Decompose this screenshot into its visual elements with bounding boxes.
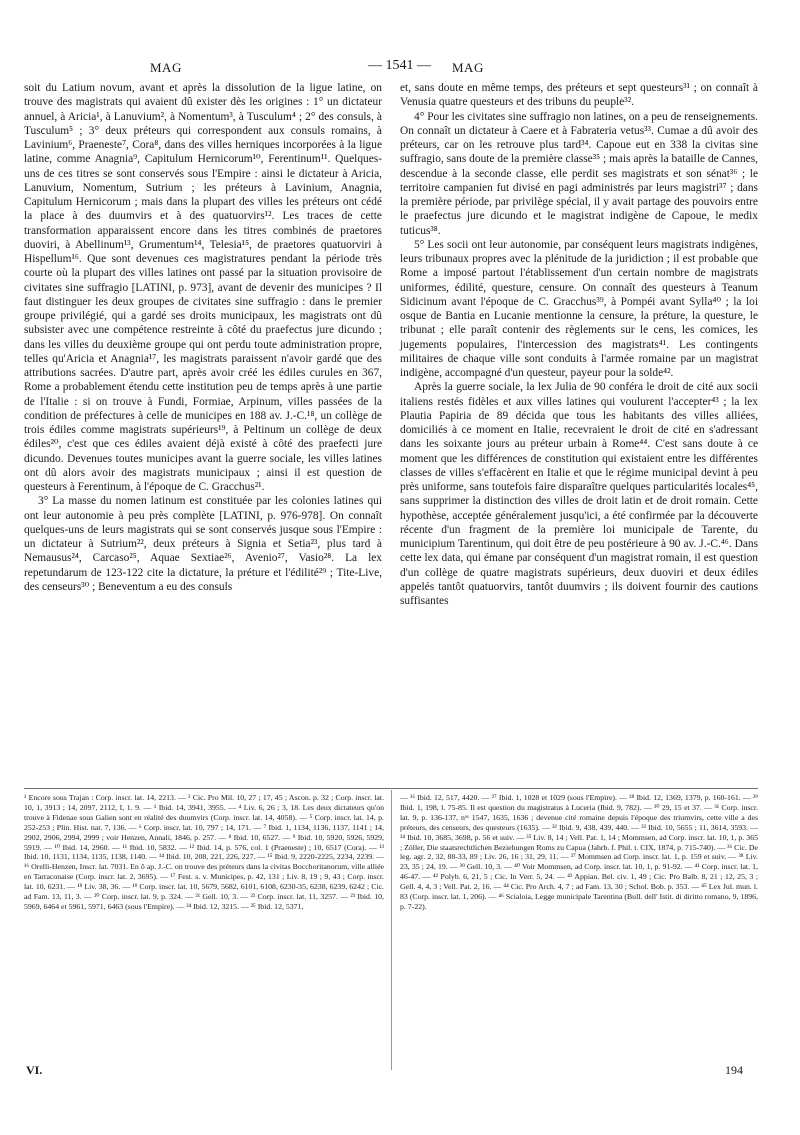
footnote-column-divider (391, 790, 392, 1070)
paragraph: soit du Latium novum, avant et après la dissolution de la ligue latine, on trouve des magistrats qui avaient dû exister dès les origines : 1° un dictateur annuel, à Aricia¹, à Lanuvium², à Nomentum³, à Tusculum⁴ ; 2° des consuls, à Tusculum⁵ ; 3° deux préteurs qui correspondent aux consuls romains, à Lavinium⁶, Praeneste⁷, Cora⁸, dans des villes herniques incorporées à la ligue latine, comme Anagnia⁹, Capitulum Hernicorum¹⁰, Ferentinum¹¹. Quelques-uns de ces titres se sont conservés sous l'Empire : ainsi le dictateur à Aricia, Lanuvium, Nomentum, Sutrium ; les préteurs à Lavinium, Anagnia, Capitulum Hernicorum ; mais dans la plupart des villes les préteurs ont cédé la place à des duumvirs et à des quatuorvirs¹². Les traces de cette transformation apparaissent encore dans les titres combinés de praetores duoviri, à Abellinum¹³, Grumentum¹⁴, Telesia¹⁵, de praetores quatuorviri à Hispellum¹⁶. Que sont devenues ces magistratures pendant la période très courte où la plupart des villes latines ont passé par la situation provisoire de civitates sine suffragio [LATINI, p. 973], avant de devenir des municipes ? Il faut distinguer les deux groupes de civitates sine suffragio : dans le premier groupe privilégié, qui a gardé ses droits municipaux, les magistrats ont dû subsister avec une compétence restreinte à côté du praefectus jure dicundo ; dans les villes du deuxième groupe qui ont perdu toute administration propre, telles qu'Aricia et Anagnia¹⁷, les magistrats paraissent n'avoir gardé que des attributions sacrées. D'autre part, après avoir créé les édiles curules en 367, Rome a probablement étendu cette institution peu de temps après à une partie de l'Italie : si on trouve à Fundi, Formiae, Arpinum, villes passées de la condition de préfectures à celle de municipes en 188 av. J.-C.¹⁸, un collège de trois édiles comme magistrats supérieurs¹⁹, à Peltinum un collège de deux édiles²⁰, c'est que ces édiles avaient déjà existé à côté des praefecti jure dicundo. Devenues toutes municipes avant la guerre sociale, les villes latines ont dû alors avoir des magistrats municipaux ; ainsi il est question de questeurs à Ferentinum, à l'époque de C. Gracchus²¹. (24, 82, 382, 493)
signature-number: 194 (725, 1063, 743, 1077)
header-left: MAG (150, 60, 182, 75)
paragraph: Après la guerre sociale, la lex Julia de 90 conféra le droit de cité aux socii italiens restés fidèles et aux villes latines qui voulurent l'accepter⁴³ ; la lex Plautia Papiria de 89 décida que tous les habitants des villes alliées, domiciliés à ce moment en Italie, recevraient le droit de cité en s'adressant dans les soixante jours au préteur urbain à Rome⁴⁴. C'est sans doute à ce moment que les différences de constitution qui existaient entre les différentes classes de villes s'effacèrent en Italie et que le régime municipal devint à peu près uniforme, sans toutefois faire disparaître quelques particularités locales⁴⁵, sans supprimer la distinction des villes de droit latin et de droit romain. Cette hypothèse, acceptée généralement jusqu'ici, a été confirmée par la découverte récente d'un fragment de la première loi municipale de Tarente, du municipium Tarentinum, qui doit être de peu postérieure à 90 av. J.-C.⁴⁶. Dans cette lex data, qui émane par conséquent d'un magistrat romain, il est question d'un collège de quatre magistrats supérieurs, deux duoviri et deux édiles appelés tantôt quatuorvirs, tantôt duumvirs ; ils doivent fournir des cautions suffisantes (400, 381, 758, 607)
footnotes-left: ¹ Encore sous Trajan : Corp. inscr. lat. 14, 2213. — ² Cic. Pro Mil. 10, 27 ; 17, 45 ; Ascon. p. 32 ; Corp. inscr. lat. 10, 1, 3913 ; 14, 2097, 2112, I, 1. 9. — ³ Ibid. 14, 3941, 3955. — ⁴ Liv. 6, 26 ; 3, 18. Les deux dictateurs qu'on trouve à Fidenae sous Galien sont en réalité des duumvirs (Corp. inscr. lat. 14, 4058). — ⁵ Corp. inscr. lat. 14, p. 252-253 ; Plin. Hist. nat. 7, 136. — ⁶ Corp. inscr. lat. 10, 797 ; 14, 171. — ⁷ Ibid. 1, 1134, 1136, 1137, 1141 ; 14, 2902, 2906, 2994, 2999 ; voir Henzen, Annali, 1846, p. 257. — ⁸ Ibid. 10, 6527. — ⁹ Ibid. 10, 5920, 5926, 5929, 5919. — ¹⁰ Ibid. 14, 2960. — ¹¹ Ibid. 10, 5832. — ¹² Ibid. 14, p. 576, col. 1 (Praeneste) ; 10, 6517 (Cora). — ¹³ Ibid. 10, 1131, 1134, 1135, 1138, 1140. — ¹⁴ Ibid. 10, 208, 221, 226, 227. — ¹⁵ Ibid. 9, 2220-2225, 2234, 2239. — ¹⁶ Orelli-Henzen, Inscr. lat. 7031. En ô ap. J.-C. on trouve des préteurs dans la civitas Bocchoritanorum, ville alliée en Tarraconaise (Corp. inscr. lat. 2, 3695). — ¹⁷ Fest. s. v. Municipes, p. 42, 131 ; Liv. 8, 19 ; 9, 43 ; Corp. inscr. lat. 10, 6231. — ¹⁸ Liv. 38, 36. — ¹⁹ Corp. inscr. lat. 10, 5679, 5682, 6101, 6108, 6230-35, 6238, 6239, 6242 ; Cic. ad Fam. 13, 11, 3. — ²⁰ Corp. inscr. lat. 9, p. 324. — ²¹ Gell. 10, 3. — ²² Corp. inscr. lat. 11, 3257. — ²³ Ibid. 10, 5969, 6464 et 5961, 5971, 6463 (sous l'Empire). — ²⁴ Ibid. 12, 3215. — ²⁵ Ibid. 12, 5371, (24, 793, 384, 911)
header-right: MAG (452, 60, 484, 75)
paragraph: et, sans doute en même temps, des préteurs et sept questeurs³¹ ; on connaît à Venusia quatre questeurs et des tribuns du peuple³². (400, 82, 758, 109)
left-column (24, 81, 382, 594)
right-column (400, 81, 758, 608)
volume-number: VI. (26, 1063, 43, 1077)
paragraph: 5° Les socii ont leur autonomie, par conséquent leurs magistrats indigènes, leurs tribunaux propres avec la plénitude de la juridiction ; il est probable que Rome a imposé partout l'établissement d'un certain nombre de magistrats uniformes, édilité, questure, censure. On connaît des questeurs à Teanum Sidicinum avant l'époque de C. Gracchus³⁹, à Pompéi avant Sylla⁴⁰ ; la loi osque de Bantia en Lucanie mentionne la censure, la préture, la questure, le tribunat ; elle paraît contenir des règlements sur le cens, les comices, les jugements populaires, l'intercession des magistrats⁴¹. Les contingents militaires de chaque ville sont conduits à l'armée romaine par un magistrat indigène, accompagné d'un questeur, payeur pour la solde⁴². (400, 238, 758, 379)
footnote-divider (24, 788, 758, 789)
page-number-header: — 1541 — (368, 58, 431, 73)
footnotes-right: — ²⁶ Ibid. 12, 517, 4420. — ²⁷ Ibid. 1, 1028 et 1029 (sous l'Empire). — ²⁸ Ibid. 12, 1369, 1379, p. 160-161. — ²⁹ Ibid. 1, 198, l. 75-85. Il est question du magistratus à Luceria (Ibid. 9, 782). — ³⁰ 29, 15 et 37. — ³¹ Corp. inscr. lat. 9, p. 136-137, nᵒˢ 1547, 1635, 1636 ; devenue cité romaine depuis l'époque des triumvirs, cette ville a des préteurs, des censeurs, des questeurs (1635). — ³² Ibid. 9, 438, 439, 440. — ³³ Ibid. 10, 5655 ; 11, 3614, 3593. — ³⁴ Ibid. 10, 3685, 3698, p. 56 et suiv. — ³⁵ Liv. 8, 14 ; Vell. Pat. 1, 14 ; Mommsen, ad Corp. inscr. lat. 10, 1, p. 365 ; Zöller, Die staatsrechtlichen Beziehungen Roms zu Capua (Jahrb. f. Phil. t. CIX, 1874, p. 715-740). — ³⁶ Cic. De leg. agr. 2, 32, 88-33, 89 ; Liv. 26, 16 ; 31, 29, 11. — ³⁷ Mommsen ad Corp. inscr. lat. 1, p. 159 et suiv. — ³⁸ Liv. 23, 35 ; 24, 19. — ³⁹ Gell. 10, 3. — ⁴⁰ Voir Mommsen, ad Corp. inscr. lat. 10, 1, p. 91-92. — ⁴¹ Corp. inscr. lat. 1, 46-47. — ⁴² Polyb. 6, 21, 5 ; Cic. In Verr. 5, 24. — ⁴³ Appian. Bel. civ. 1, 49 ; Cic. Pro Balb. 8, 21 ; 12, 25, 3 ; Gell. 4, 4, 3 ; Vell. Pat. 2, 16. — ⁴⁴ Cic. Pro Arch. 4, 7 ; ad Fam. 13, 30 ; Schol. Bob. p. 353. — ⁴⁵ Lex Jul. mun. l. 83 (Corp. inscr. lat. 1, 206). — ⁴⁶ Scialoia, Legge municipale Tarentina (Bull. dell' Istit. di diritto romano, 9, 1896, p. 7-22). (400, 793, 758, 911)
running-header (0, 58, 800, 80)
paragraph: 3° La masse du nomen latinum est constituée par les colonies latines qui ont leur autonomie à peu près complète [LATINI, p. 976-978]. On connaît quelques-uns de leurs magistrats qui se sont conservés jusque sous l'Empire : un dictateur à Sutrium²², deux préteurs à Signia et Setia²³, plus tard à Nemausus²⁴, Carcaso²⁵, Aquae Sextiae²⁶, Avenio²⁷, Vasio²⁸. La lex repetundarum de 123-122 cite la dictature, la préture et l'édilité²⁹ ; Tite-Live, des censeurs³⁰ ; Beneventum a eu des consuls (24, 495, 382, 593)
paragraph: 4° Pour les civitates sine suffragio non latines, on a peu de renseignements. On connaît un dictateur à Caere et à Fabrateria vetus³³. Cumae a dû avoir des préteurs, car on les retrouve plus tard³⁴. Capoue eut en 338 la civitas sine suffragio, sans doute de la première classe³⁵ ; mais après la bataille de Cannes, descendue à la seconde classe, elle perdit ses magistrats et son sénat³⁶ ; le territoire campanien fut divisé en pagi administrés par leurs magistri³⁷ ; dans la première période, par privilège spécial, il y avait partage des pouvoirs entre le praefectus jure dicundo et le magistrat indigène de Capoue, le medix tuticus³⁸. (400, 110, 758, 237)
